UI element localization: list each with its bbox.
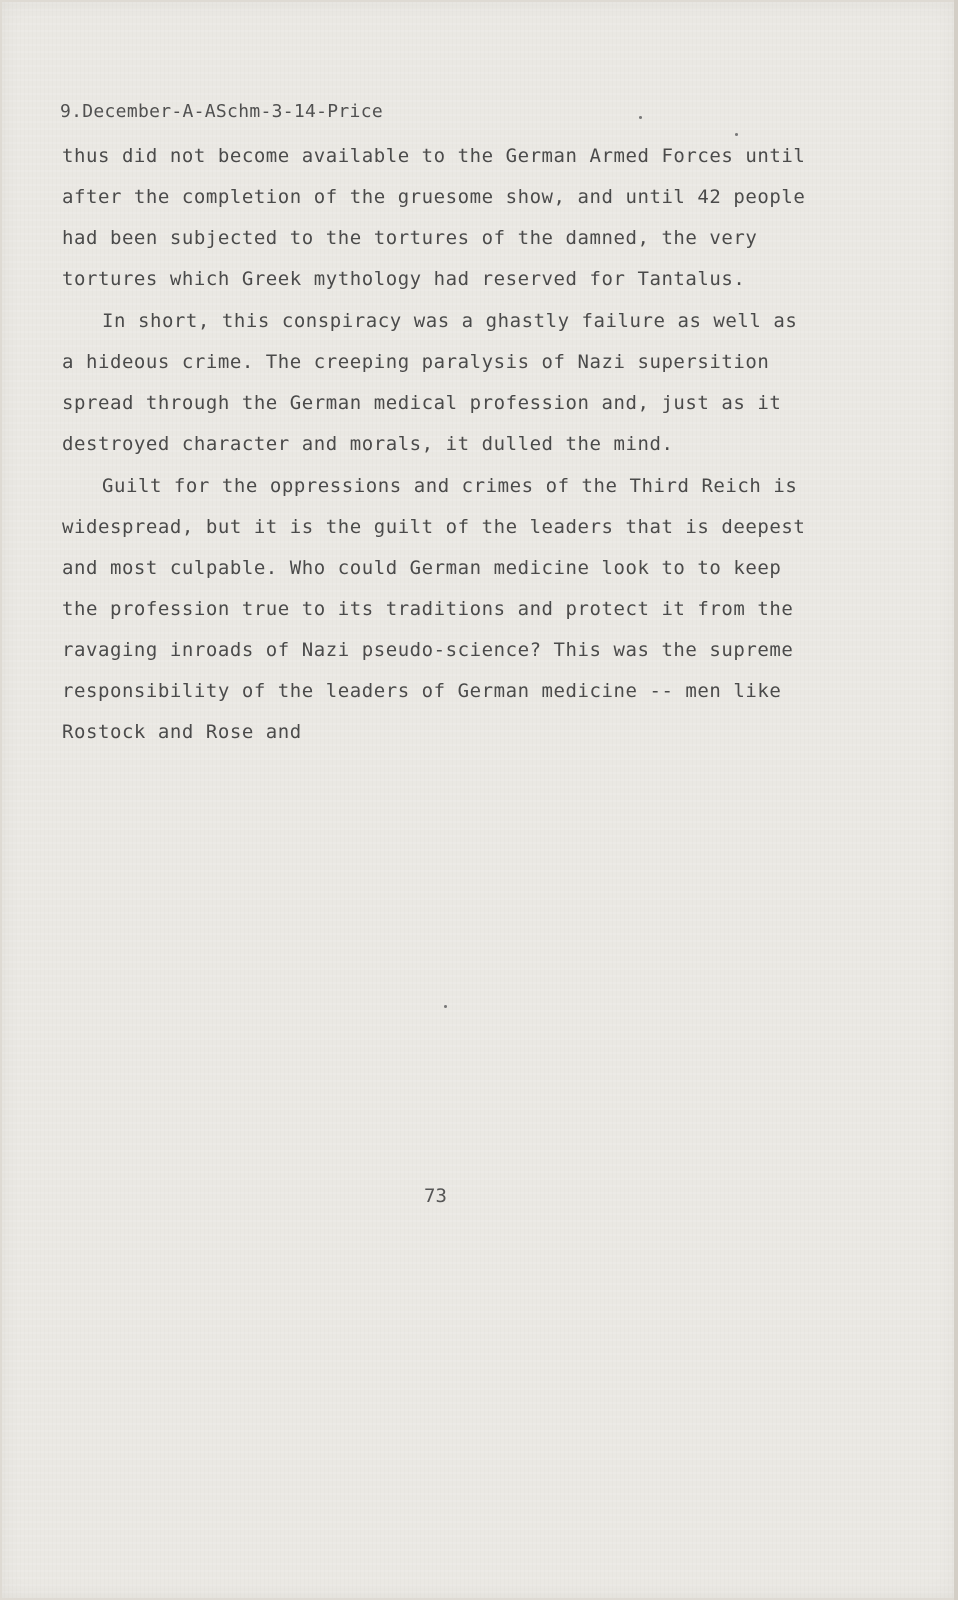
text-line: responsibility of the leaders of German medicine -- men like <box>62 680 782 702</box>
text-line: destroyed character and morals, it dulled the mind. <box>62 433 674 455</box>
ink-speck <box>735 133 738 136</box>
text-line: ravaging inroads of Nazi pseudo-science? This was the supreme <box>62 639 794 661</box>
paragraph-first-line: In short, this conspiracy was a ghastly failure as well as <box>102 310 798 332</box>
document-reference: 9.December-A-ASchm-3-14-Price <box>60 101 383 122</box>
text-line: and most culpable. Who could German medicine look to to keep <box>62 557 782 579</box>
text-line: thus did not become available to the German Armed Forces until <box>62 145 806 167</box>
text-line: tortures which Greek mythology had reserved for Tantalus. <box>62 268 746 290</box>
paragraph-first-line: Guilt for the oppressions and crimes of the Third Reich is <box>102 475 798 497</box>
text-line: spread through the German medical profession and, just as it <box>62 392 782 414</box>
ink-speck <box>639 116 642 119</box>
text-line: Rostock and Rose and <box>62 721 302 743</box>
page-edge <box>954 0 958 1600</box>
text-line: had been subjected to the tortures of the damned, the very <box>62 227 758 249</box>
page-number: 73 <box>424 1185 447 1207</box>
text-line: the profession true to its traditions and protect it from the <box>62 598 794 620</box>
ink-speck <box>444 1005 447 1008</box>
text-line: widespread, but it is the guilt of the leaders that is deepest <box>62 516 806 538</box>
text-line: a hideous crime. The creeping paralysis of Nazi supersition <box>62 351 770 373</box>
text-line: after the completion of the gruesome show, and until 42 people <box>62 186 806 208</box>
